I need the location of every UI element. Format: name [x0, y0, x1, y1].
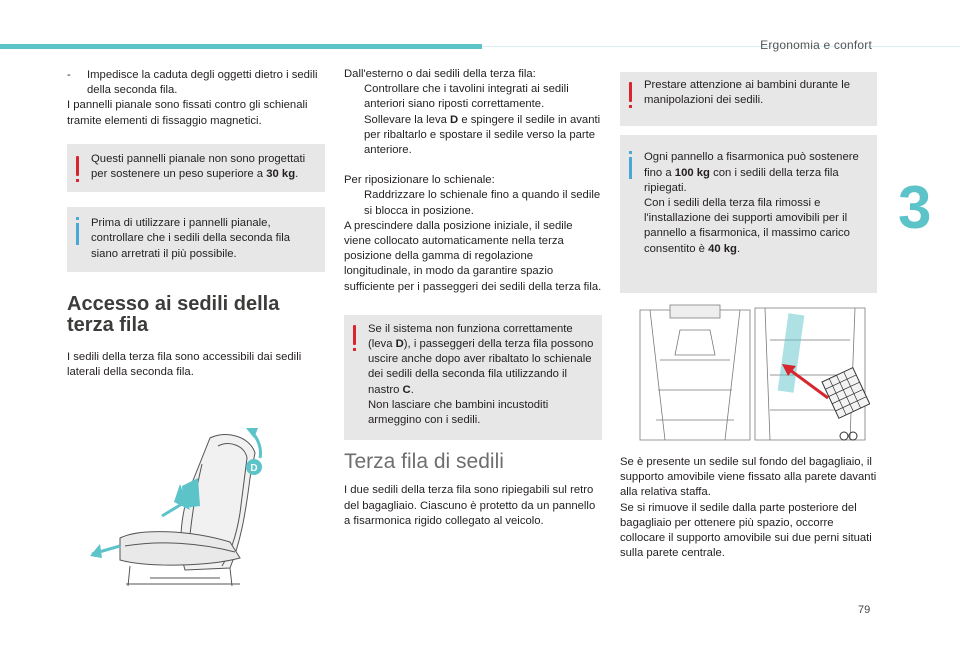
section-heading: Accesso ai sedili della terza fila [67, 292, 280, 336]
page-number: 79 [858, 604, 871, 616]
lever-label: D [250, 463, 258, 474]
warning-end: . [295, 168, 299, 181]
info-box [67, 207, 325, 272]
header-accent-bar [0, 44, 482, 49]
paragraph: Se si rimuove il sedile dalla parte posteriore del bagagliaio per ottenere più spazio, occorre collocare il supporto amovibile sui due perni situati sulla parete centrale. [620, 501, 872, 560]
paragraph: Se è presente un sedile sul fondo del bagagliaio, il supporto amovibile viene fissato alla parete davanti alla relativa staffa. [620, 456, 877, 499]
warning-bold: 30 kg [266, 168, 296, 181]
info-icon-dot [76, 217, 79, 220]
warning-icon [353, 325, 356, 345]
trunk-illustration [620, 300, 870, 448]
warning-icon [76, 156, 79, 176]
column-3-body [620, 455, 877, 561]
info-icon-dot [629, 151, 632, 154]
info-icon [629, 157, 632, 179]
paragraph: A prescindere dalla posizione iniziale, il sedile viene collocato automaticamente nella terza posizione della gamma di regolazione longitudinale, in modo da garantire spazio sufficiente per i passeggeri dei sedili della terza fila. [344, 219, 602, 293]
paragraph: I due sedili della terza fila sono ripiegabili sul retro del bagagliaio. Ciascuno è protetto da un pannello a fisarmonica rigido collegato al veicolo. [344, 484, 596, 527]
warning-box [67, 144, 325, 192]
seat-illustration [90, 418, 270, 594]
paragraph: I pannelli pianale sono fissati contro gli schienali tramite elementi di fissaggio magnetici. [67, 99, 308, 127]
list-item: Raddrizzare lo schienale fino a quando il sedile si blocca in posizione. [364, 189, 601, 217]
list-item: Controllare che i tavolini integrati ai sedili anteriori siano riposti correttamente. [364, 83, 569, 111]
header-rule [482, 46, 960, 47]
info-text: Prima di utilizzare i pannelli pianale, controllare che i sedili della seconda fila siano arretrati il più possibile. [91, 217, 291, 260]
warning-text: Non lasciare che bambini incustoditi armeggino con i sedili. [368, 398, 549, 427]
warning-text: Prestare attenzione ai bambini durante le manipolazioni dei sedili. [644, 79, 850, 107]
dash-item-text: - Impedisce la caduta degli oggetti dietro i sedili della seconda fila. [67, 69, 321, 97]
warning-box: Se il sistema non funziona correttamente (leva D), i passeggeri della terza fila possono uscire anche dopo aver ribaltato lo schienale dei sedili della seconda fila utilizzando il nastro C. Non lasciare che bambini incustoditi armeggino con i sedili. [344, 315, 602, 440]
section-title: Ergonomia e confort [760, 38, 872, 52]
column-2 [344, 67, 602, 529]
section-heading: Terza fila di sedili [344, 450, 504, 474]
chapter-number: 3 [898, 174, 932, 241]
warning-icon-dot [629, 105, 632, 108]
list-item: Sollevare la leva D e spingere il sedile in avanti per ribaltarlo e spostare il sedile verso la parte anteriore. [364, 113, 601, 157]
paragraph: Per riposizionare lo schienale: [344, 174, 495, 187]
warning-icon-dot [353, 348, 356, 351]
warning-icon [629, 82, 632, 102]
dash-item [67, 68, 325, 98]
warning-box [620, 72, 877, 126]
warning-text: Questi pannelli pianale non sono progettati per sostenere un peso superiore a [91, 152, 306, 181]
paragraph: I sedili della terza fila sono accessibili dai sedili laterali della seconda fila. [67, 350, 302, 379]
warning-icon-dot [76, 179, 79, 182]
column-3 [620, 72, 877, 293]
info-box: Ogni pannello a fisarmonica può sostenere fino a 100 kg con i sedili della terza fila ripiegati. Con i sedili della terza fila rimossi e l'installazione dei supporti amovibili per il pannello a fisarmonica, il massimo carico consentito è 40 kg. [620, 135, 877, 292]
column-1 [67, 68, 325, 380]
intro: Dall'esterno o dai sedili della terza fila: [344, 68, 536, 80]
info-icon [76, 223, 79, 245]
